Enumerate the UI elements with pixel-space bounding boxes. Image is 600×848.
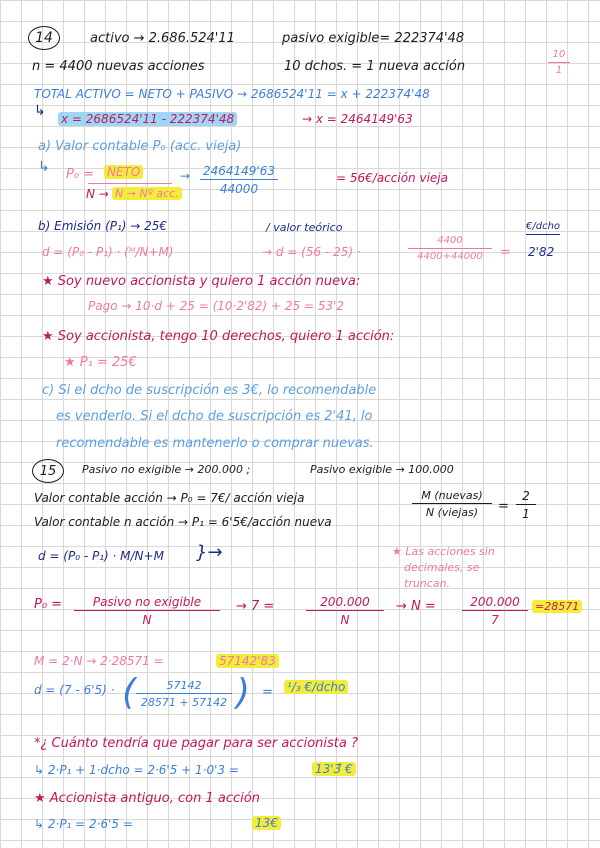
ex15-n-fraction: $\frac{200.000}{7}$: [462, 596, 528, 626]
ex14-part-a-title: a) Valor contable P₀ (acc. vieja): [38, 139, 242, 154]
ex14-star2-calc: ★ P₁ = 25€: [64, 355, 137, 370]
ex14-total-activo: TOTAL ACTIVO = NETO + PASIVO → 2686524'11 = x + 222374'48: [34, 87, 430, 101]
ex14-ratio-note: $\frac{10}{1}$: [548, 50, 570, 76]
ex14-p0-frac-line: [88, 183, 172, 184]
ex14-part-b-valor-teorico: / valor teórico: [266, 221, 343, 234]
ex14-d-fraction: $\frac{4400}{4400+44000}$: [408, 236, 492, 262]
ex14-p0-fraction: $\frac{2464149'63}{44000}$: [200, 165, 278, 195]
ex15-d-fraction: $\frac{57142}{28571 + 57142}$: [136, 680, 232, 708]
ex14-star1: ★ Soy nuevo accionista y quiero 1 acción nueva:: [42, 274, 361, 289]
ex14-part-c-line1: c) Si el dcho de suscripción es 3€, lo recomendable: [42, 383, 377, 398]
ex14-activo: activo → 2.686.524'11: [90, 31, 235, 46]
ex14-p0-neto: NETO: [104, 166, 143, 178]
ex15-old-calc: ↳ 2·P₁ = 2·6'5 =: [34, 817, 133, 831]
ex15-old-result: 13€: [252, 817, 281, 829]
ex15-d-line: d = (7 - 6'5) ·: [34, 683, 115, 697]
ex15-d-brace-arrow: }→: [196, 542, 223, 563]
ex15-ratio-mn: M (nuevas) N (viejas): [412, 490, 492, 518]
ex14-x-result: → x = 2464149'63: [302, 112, 413, 126]
ex15-pasivo-exigible: Pasivo exigible → 100.000: [310, 463, 454, 476]
ex14-d-eq: =: [500, 245, 511, 260]
ex14-d-formula: d = (P₀ - P₁) · (ᴹ/N+M): [42, 245, 174, 259]
ex14-p0-arrow: →: [180, 169, 191, 183]
ex15-p0-label: P₀ =: [34, 597, 63, 612]
ex15-note-line3: truncan.: [404, 577, 451, 590]
ex15-note-line2: decimales, se: [404, 561, 480, 574]
ex14-ratio-derechos: 10 dchos. = 1 nueva acción: [284, 59, 466, 74]
ex14-p0-nacc: N → Nº acc.: [112, 188, 182, 199]
ex14-x-equation: x = 2686524'11 - 222374'48: [58, 113, 237, 125]
exercise-15-number: 15: [32, 459, 64, 483]
ex15-p0-mid: → 7 =: [236, 599, 275, 614]
ex15-question-calc: ↳ 2·P₁ + 1·dcho = 2·6'5 + 1·0'3 =: [34, 763, 239, 777]
ex15-d-result: ¹/₃ €/dcho: [284, 681, 348, 693]
ex15-p0-fraction2: $\frac{200.000}{N}$: [306, 596, 384, 626]
ex15-question-result: 13'3̂ €: [312, 763, 356, 775]
ex14-pasivo-exigible: pasivo exigible= 222374'48: [282, 31, 465, 46]
ex14-d-result: 2'82: [528, 245, 555, 259]
ex15-n-arrow: → N =: [396, 599, 436, 614]
ex15-m-line: M = 2·N → 2·28571 =: [34, 654, 164, 668]
exercise-14-number: 14: [28, 26, 60, 50]
ex14-d-arrow: → d = (56 - 25) ·: [262, 245, 361, 259]
ex15-d-formula: d = (P₀ - P₁) · M/N+M: [38, 549, 164, 563]
ex14-star2: ★ Soy accionista, tengo 10 derechos, quiero 1 acción:: [42, 329, 395, 344]
ex14-arrow: ↳: [34, 103, 46, 119]
ex14-unit-dcho: €/dcho: [526, 222, 560, 235]
ex15-p0-fraction: Pasivo no exigible N: [74, 596, 220, 626]
ex15-d-paren-close: ): [236, 672, 251, 713]
ex14-arrow-a: ↳: [38, 159, 50, 175]
ex14-p0-result: = 56€/acción vieja: [336, 171, 448, 185]
ex15-d-eq: =: [262, 685, 273, 700]
ex15-m-result: 57142'83: [216, 655, 279, 667]
ex14-p0-n: N →: [86, 187, 109, 201]
ex15-ratio-value: $\frac{2}{1}$: [516, 490, 536, 520]
ex14-nuevas-acciones: n = 4400 nuevas acciones: [32, 59, 205, 74]
ex15-valor-contable-nueva: Valor contable n acción → P₁ = 6'5€/acción nueva: [34, 515, 332, 529]
ex15-pasivo-no-exigible: Pasivo no exigible → 200.000 ;: [82, 463, 251, 476]
ex15-note-line1: ★ Las acciones sin: [392, 545, 495, 558]
ex15-star-old: ★ Accionista antiguo, con 1 acción: [34, 791, 260, 806]
ex14-part-c-line2: es venderlo. Si el dcho de suscripción es 2'41, lo: [56, 409, 373, 424]
ex15-d-paren-open: (: [122, 672, 137, 713]
ex15-ratio-eq: =: [498, 499, 509, 514]
ex15-valor-contable-vieja: Valor contable acción → P₀ = 7€/ acción vieja: [34, 491, 305, 505]
ex15-question: *¿ Cuánto tendría que pagar para ser accionista ?: [34, 736, 358, 751]
ex14-part-c-line3: recomendable es mantenerlo o comprar nuevas.: [56, 436, 374, 451]
ex14-p0-label: P₀ =: [66, 167, 95, 182]
ex15-n-result: =28571: [532, 601, 582, 612]
ex14-part-b-title: b) Emisión (P₁) → 25€: [38, 219, 168, 233]
ex14-star1-calc: Pago → 10·d + 25 = (10·2'82) + 25 = 53'2: [88, 299, 345, 313]
